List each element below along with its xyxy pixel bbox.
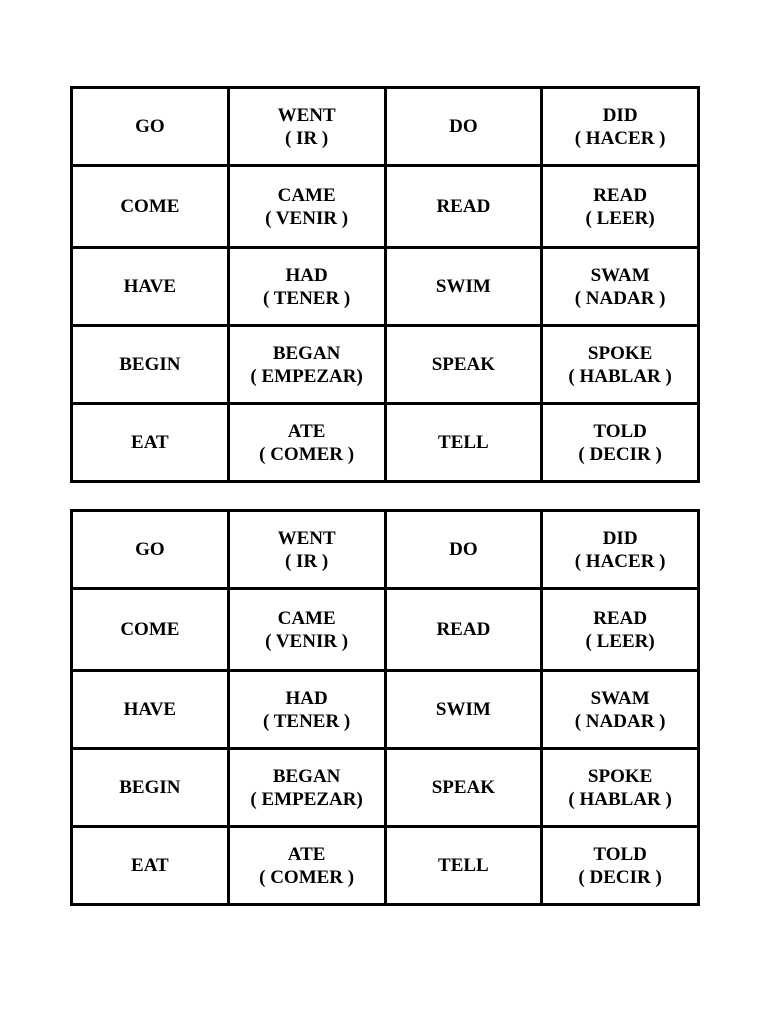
verb-translation-text: ( TENER ) <box>262 710 351 732</box>
verb-cell-base <box>385 326 542 404</box>
verb-past-text: ATE <box>287 843 326 865</box>
verb-past-text: ATE <box>287 420 326 442</box>
verb-past-text: SWAM <box>590 687 650 709</box>
verb-base-text: HAVE <box>123 699 177 720</box>
verb-base-text: BEGIN <box>119 354 181 375</box>
verb-card-table-1 <box>70 86 700 483</box>
verb-cell-past <box>542 248 699 326</box>
verb-base-text: GO <box>135 539 165 560</box>
verb-past-text: READ <box>593 607 648 629</box>
verb-past-text: SPOKE <box>587 765 653 787</box>
verb-base-text: READ <box>436 619 491 640</box>
verb-cell-past <box>542 827 699 905</box>
verb-cell-base <box>385 248 542 326</box>
table-row <box>72 404 699 482</box>
verb-cell-base <box>72 88 229 166</box>
verb-cell-past <box>228 827 385 905</box>
verb-cell-past <box>542 404 699 482</box>
verb-cell-base <box>385 749 542 827</box>
verb-translation-text: ( IR ) <box>284 127 329 149</box>
verb-translation-text: ( NADAR ) <box>574 287 666 309</box>
verb-past-text: CAME <box>277 607 336 629</box>
verb-base-text: DO <box>449 116 478 137</box>
verb-past-text: SPOKE <box>587 342 653 364</box>
verb-translation-text: ( HABLAR ) <box>568 365 672 387</box>
verb-cell-base <box>72 248 229 326</box>
verb-base-text: EAT <box>131 432 169 453</box>
table-row <box>72 589 699 671</box>
verb-cell-base <box>385 589 542 671</box>
verb-cell-base <box>385 827 542 905</box>
table-row <box>72 511 699 589</box>
verb-cell-past <box>228 404 385 482</box>
verb-cell-past <box>228 326 385 404</box>
verb-past-text: SWAM <box>590 264 650 286</box>
verb-cell-base <box>385 511 542 589</box>
verb-translation-text: ( EMPEZAR) <box>250 365 363 387</box>
table-row <box>72 827 699 905</box>
verb-cell-base <box>385 671 542 749</box>
verb-base-text: COME <box>120 196 180 217</box>
verb-past-text: BEGAN <box>272 342 341 364</box>
verb-cell-past <box>542 166 699 248</box>
table-row <box>72 248 699 326</box>
verb-cell-past <box>228 511 385 589</box>
verb-base-text: EAT <box>131 855 169 876</box>
verb-cell-base <box>72 589 229 671</box>
verb-base-text: TELL <box>438 432 489 453</box>
verb-translation-text: ( EMPEZAR) <box>250 788 363 810</box>
verb-cell-base <box>72 749 229 827</box>
verb-cell-past <box>542 88 699 166</box>
verb-cell-past <box>542 589 699 671</box>
verb-base-text: SWIM <box>435 699 491 720</box>
verb-cell-base <box>72 511 229 589</box>
verb-past-text: HAD <box>285 264 328 286</box>
verb-cell-base <box>72 404 229 482</box>
verb-base-text: SPEAK <box>431 354 496 375</box>
verb-translation-text: ( VENIR ) <box>265 630 349 652</box>
verb-translation-text: ( VENIR ) <box>265 207 349 229</box>
verb-cell-base <box>72 326 229 404</box>
verb-base-text: SWIM <box>435 276 491 297</box>
verb-translation-text: ( LEER) <box>585 207 655 229</box>
verb-base-text: HAVE <box>123 276 177 297</box>
verb-past-text: DID <box>602 527 638 549</box>
verb-cell-past <box>542 511 699 589</box>
verb-translation-text: ( IR ) <box>284 550 329 572</box>
verb-cell-base <box>385 404 542 482</box>
verb-cell-past <box>228 166 385 248</box>
verb-translation-text: ( DECIR ) <box>578 443 662 465</box>
verb-translation-text: ( TENER ) <box>262 287 351 309</box>
verb-translation-text: ( DECIR ) <box>578 866 662 888</box>
verb-cell-past <box>542 749 699 827</box>
table-row <box>72 326 699 404</box>
verb-base-text: BEGIN <box>119 777 181 798</box>
table-row <box>72 88 699 166</box>
verb-base-text: TELL <box>438 855 489 876</box>
verb-cell-base <box>72 671 229 749</box>
verb-cell-past <box>542 326 699 404</box>
verb-translation-text: ( COMER ) <box>259 443 355 465</box>
verb-translation-text: ( NADAR ) <box>574 710 666 732</box>
verb-past-text: READ <box>593 184 648 206</box>
verb-cell-base <box>385 88 542 166</box>
verb-translation-text: ( COMER ) <box>259 866 355 888</box>
table-row <box>72 671 699 749</box>
verb-card-table-2 <box>70 509 700 906</box>
verb-base-text: DO <box>449 539 478 560</box>
verb-translation-text: ( LEER) <box>585 630 655 652</box>
verb-base-text: COME <box>120 619 180 640</box>
verb-past-text: CAME <box>277 184 336 206</box>
verb-past-text: TOLD <box>593 843 647 865</box>
verb-past-text: BEGAN <box>272 765 341 787</box>
verb-past-text: HAD <box>285 687 328 709</box>
verb-past-text: WENT <box>277 527 336 549</box>
verb-cell-past <box>228 749 385 827</box>
verb-base-text: GO <box>135 116 165 137</box>
verb-cell-past <box>228 589 385 671</box>
verb-cell-base <box>72 827 229 905</box>
verb-base-text: READ <box>436 196 491 217</box>
table-row <box>72 749 699 827</box>
verb-cell-past <box>228 88 385 166</box>
verb-cell-past <box>542 671 699 749</box>
verb-cell-past <box>228 671 385 749</box>
verb-cell-base <box>385 166 542 248</box>
verb-cell-base <box>72 166 229 248</box>
verb-past-text: TOLD <box>593 420 647 442</box>
verb-cell-past <box>228 248 385 326</box>
verb-translation-text: ( HACER ) <box>574 550 666 572</box>
verb-translation-text: ( HACER ) <box>574 127 666 149</box>
verb-past-text: DID <box>602 104 638 126</box>
verb-translation-text: ( HABLAR ) <box>568 788 672 810</box>
verb-base-text: SPEAK <box>431 777 496 798</box>
table-row <box>72 166 699 248</box>
verb-past-text: WENT <box>277 104 336 126</box>
